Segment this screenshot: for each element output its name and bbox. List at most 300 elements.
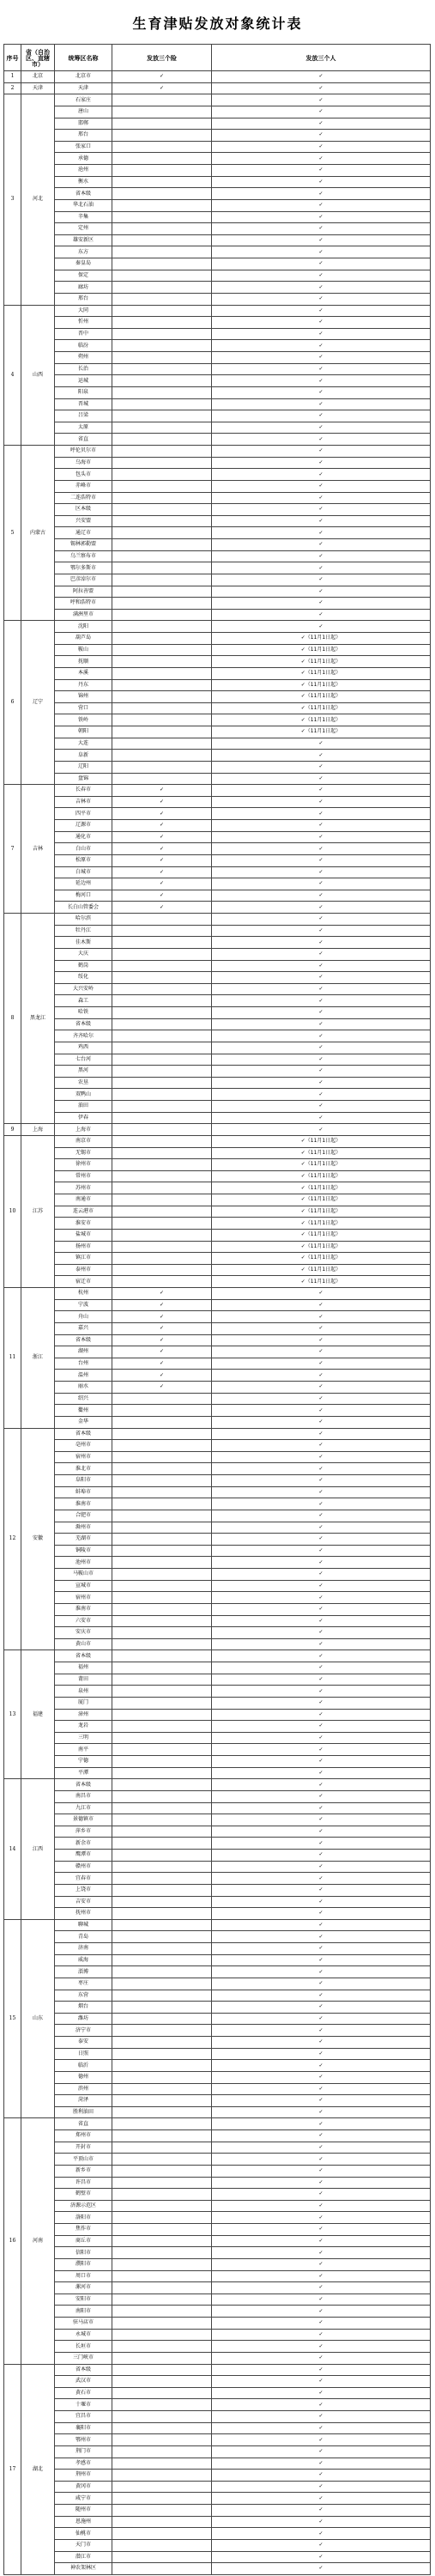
issue-each-cell: ✓ bbox=[212, 2060, 431, 2072]
issue-each-cell: ✓ bbox=[212, 234, 431, 246]
table-row bbox=[4, 2481, 431, 2493]
table-row bbox=[4, 1253, 431, 1265]
issue-each-cell: ✓ bbox=[212, 71, 431, 83]
issue-each-cell: ✓ bbox=[212, 480, 431, 492]
table-row bbox=[4, 2118, 431, 2130]
issue-three-cell bbox=[112, 2352, 212, 2364]
table-row bbox=[4, 1194, 431, 1206]
table-row bbox=[4, 1101, 431, 1113]
issue-each-cell: ✓ bbox=[212, 1990, 431, 2002]
issue-three-cell bbox=[112, 2083, 212, 2095]
district-name-cell: 巴彦淖尔市 bbox=[55, 574, 112, 586]
issue-three-cell bbox=[112, 165, 212, 177]
table-row bbox=[4, 2470, 431, 2482]
issue-each-cell: ✓ bbox=[212, 305, 431, 317]
issue-each-cell: ✓ bbox=[212, 176, 431, 188]
table-row bbox=[4, 937, 431, 949]
district-name-cell: 镇江市 bbox=[55, 1253, 112, 1265]
issue-each-cell: ✓ bbox=[212, 609, 431, 621]
issue-each-cell: ✓ bbox=[212, 831, 431, 843]
issue-three-cell bbox=[112, 1802, 212, 1814]
table-row bbox=[4, 2352, 431, 2364]
table-row bbox=[4, 340, 431, 352]
issue-each-cell: ✓ bbox=[212, 1534, 431, 1546]
issue-three-cell bbox=[112, 2539, 212, 2551]
district-name-cell: 满洲里市 bbox=[55, 609, 112, 621]
table-row bbox=[4, 1311, 431, 1323]
district-name-cell: 淮北市 bbox=[55, 1463, 112, 1475]
table-row bbox=[4, 2037, 431, 2049]
issue-three-cell bbox=[112, 2071, 212, 2083]
table-row bbox=[4, 1931, 431, 1943]
issue-three-cell bbox=[112, 1054, 212, 1066]
district-name-cell: 仙桃市 bbox=[55, 2528, 112, 2540]
table-row bbox=[4, 1919, 431, 1931]
district-name-cell: 亳州市 bbox=[55, 1440, 112, 1452]
table-row bbox=[4, 1650, 431, 1662]
issue-three-cell bbox=[112, 1790, 212, 1802]
province-name-cell: 辽宁 bbox=[21, 621, 55, 785]
table-row bbox=[4, 527, 431, 539]
table-row bbox=[4, 1814, 431, 1826]
district-name-cell: 宜昌市 bbox=[55, 2411, 112, 2423]
table-row bbox=[4, 808, 431, 820]
issue-three-cell bbox=[112, 960, 212, 972]
district-name-cell: 济源示范区 bbox=[55, 2200, 112, 2212]
table-row bbox=[4, 2060, 431, 2072]
table-row bbox=[4, 1850, 431, 1862]
table-row bbox=[4, 165, 431, 177]
table-row bbox=[4, 785, 431, 797]
issue-three-cell bbox=[112, 609, 212, 621]
table-row bbox=[4, 2306, 431, 2318]
district-name-cell: 厦门 bbox=[55, 1697, 112, 1709]
issue-three-cell bbox=[112, 2364, 212, 2376]
issue-each-cell: ✓ bbox=[212, 1721, 431, 1733]
table-row bbox=[4, 386, 431, 398]
issue-three-cell bbox=[112, 1896, 212, 1908]
issue-three-cell bbox=[112, 1721, 212, 1733]
issue-each-cell: ✓ bbox=[212, 1569, 431, 1581]
table-row bbox=[4, 211, 431, 223]
issue-three-cell bbox=[112, 2258, 212, 2270]
issue-three-cell bbox=[112, 2329, 212, 2341]
district-name-cell: 商丘市 bbox=[55, 2235, 112, 2247]
issue-three-cell bbox=[112, 1229, 212, 1241]
table-row bbox=[4, 1276, 431, 1288]
issue-each-cell: ✓ bbox=[212, 1440, 431, 1452]
district-name-cell: 福州 bbox=[55, 1662, 112, 1674]
issue-each-cell: ✓（11月1日起） bbox=[212, 1229, 431, 1241]
district-name-cell: 保定 bbox=[55, 270, 112, 282]
issue-each-cell: ✓ bbox=[212, 2329, 431, 2341]
issue-each-cell: ✓ bbox=[212, 960, 431, 972]
issue-three-cell bbox=[112, 621, 212, 633]
issue-each-cell: ✓ bbox=[212, 1334, 431, 1346]
issue-each-cell: ✓ bbox=[212, 141, 431, 153]
district-name-cell: 徐州市 bbox=[55, 1159, 112, 1171]
table-row bbox=[4, 141, 431, 153]
table-row bbox=[4, 1077, 431, 1089]
district-name-cell: 宿州市 bbox=[55, 1451, 112, 1463]
issue-three-cell bbox=[112, 2095, 212, 2107]
district-name-cell: 哈铁 bbox=[55, 1007, 112, 1019]
issue-each-cell: ✓ bbox=[212, 1475, 431, 1487]
issue-each-cell: ✓ bbox=[212, 1802, 431, 1814]
district-name-cell: 天门市 bbox=[55, 2539, 112, 2551]
issue-three-cell bbox=[112, 386, 212, 398]
issue-three-cell bbox=[112, 188, 212, 200]
issue-each-cell: ✓ bbox=[212, 2071, 431, 2083]
issue-three-cell bbox=[112, 340, 212, 352]
table-row bbox=[4, 750, 431, 762]
issue-each-cell: ✓ bbox=[212, 1042, 431, 1054]
table-row bbox=[4, 1428, 431, 1440]
table-row bbox=[4, 293, 431, 305]
table-row bbox=[4, 1405, 431, 1417]
issue-three-cell bbox=[112, 1405, 212, 1417]
table-row bbox=[4, 1475, 431, 1487]
district-name-cell: 平潭 bbox=[55, 1767, 112, 1779]
district-name-cell: 抚州市 bbox=[55, 1908, 112, 1920]
issue-each-cell: ✓ bbox=[212, 469, 431, 481]
table-row bbox=[4, 1908, 431, 1920]
district-name-cell: 辽源市 bbox=[55, 820, 112, 832]
issue-each-cell: ✓（11月1日起） bbox=[212, 1264, 431, 1276]
district-name-cell: 潜江市 bbox=[55, 2551, 112, 2563]
issue-three-cell bbox=[112, 1978, 212, 1990]
issue-each-cell: ✓（11月1日起） bbox=[212, 702, 431, 714]
issue-each-cell: ✓ bbox=[212, 1732, 431, 1744]
district-name-cell: 哈尔滨 bbox=[55, 914, 112, 926]
table-row bbox=[4, 1838, 431, 1850]
province-name-cell: 江苏 bbox=[21, 1135, 55, 1287]
issue-each-cell: ✓ bbox=[212, 2095, 431, 2107]
issue-each-cell: ✓ bbox=[212, 761, 431, 773]
issue-three-cell bbox=[112, 983, 212, 995]
province-index-cell: 9 bbox=[4, 1124, 21, 1136]
issue-each-cell: ✓ bbox=[212, 1066, 431, 1078]
issue-three-cell bbox=[112, 1954, 212, 1966]
district-name-cell: 鹤岗 bbox=[55, 960, 112, 972]
issue-each-cell: ✓ bbox=[212, 2048, 431, 2060]
table-row bbox=[4, 726, 431, 738]
table-row bbox=[4, 1135, 431, 1147]
issue-each-cell: ✓ bbox=[212, 995, 431, 1007]
table-row bbox=[4, 2505, 431, 2517]
province-index-cell: 11 bbox=[4, 1288, 21, 1429]
district-name-cell: 省本级 bbox=[55, 1650, 112, 1662]
issue-three-cell bbox=[112, 2270, 212, 2282]
issue-each-cell: ✓ bbox=[212, 270, 431, 282]
district-name-cell: 乌兰察布市 bbox=[55, 550, 112, 562]
table-row bbox=[4, 2551, 431, 2563]
district-name-cell: 十堰市 bbox=[55, 2399, 112, 2411]
table-row bbox=[4, 761, 431, 773]
district-name-cell: 铜陵市 bbox=[55, 1545, 112, 1557]
district-name-cell: 景德镇市 bbox=[55, 1814, 112, 1826]
issue-each-cell: ✓ bbox=[212, 282, 431, 294]
issue-each-cell: ✓ bbox=[212, 843, 431, 855]
issue-three-cell bbox=[112, 1522, 212, 1534]
issue-three-cell bbox=[112, 1218, 212, 1230]
issue-three-cell bbox=[112, 1510, 212, 1522]
issue-three-cell bbox=[112, 1206, 212, 1218]
table-row bbox=[4, 843, 431, 855]
district-name-cell: 森工 bbox=[55, 995, 112, 1007]
district-name-cell: 阿拉善盟 bbox=[55, 586, 112, 598]
issue-each-cell: ✓ bbox=[212, 1943, 431, 1955]
district-name-cell: 七台河 bbox=[55, 1054, 112, 1066]
table-row bbox=[4, 1182, 431, 1194]
issue-each-cell: ✓（11月1日起） bbox=[212, 1218, 431, 1230]
table-row bbox=[4, 972, 431, 984]
table-row bbox=[4, 1954, 431, 1966]
issue-each-cell: ✓ bbox=[212, 1931, 431, 1943]
issue-three-cell bbox=[112, 2470, 212, 2482]
issue-three-cell bbox=[112, 1884, 212, 1896]
issue-three-cell bbox=[112, 1744, 212, 1756]
district-name-cell: 咸宁市 bbox=[55, 2493, 112, 2505]
table-row bbox=[4, 2399, 431, 2411]
table-row bbox=[4, 2528, 431, 2540]
issue-three-cell bbox=[112, 738, 212, 750]
issue-each-cell: ✓ bbox=[212, 1686, 431, 1698]
district-name-cell: 聊城 bbox=[55, 1919, 112, 1931]
issue-three-cell bbox=[112, 1170, 212, 1182]
table-row bbox=[4, 866, 431, 878]
table-row bbox=[4, 2130, 431, 2142]
district-name-cell: 二连浩特市 bbox=[55, 492, 112, 504]
issue-each-cell: ✓ bbox=[212, 854, 431, 866]
table-row bbox=[4, 1884, 431, 1896]
issue-each-cell: ✓（11月1日起） bbox=[212, 1276, 431, 1288]
issue-three-cell bbox=[112, 492, 212, 504]
table-row bbox=[4, 2364, 431, 2376]
issue-each-cell: ✓（11月1日起） bbox=[212, 691, 431, 703]
issue-three-cell bbox=[112, 118, 212, 130]
issue-each-cell: ✓ bbox=[212, 2177, 431, 2189]
district-name-cell: 黄冈市 bbox=[55, 2481, 112, 2493]
table-row bbox=[4, 1615, 431, 1627]
issue-each-cell: ✓ bbox=[212, 2376, 431, 2388]
table-row bbox=[4, 2293, 431, 2306]
issue-three-cell bbox=[112, 644, 212, 656]
table-row bbox=[4, 1382, 431, 1394]
table-row bbox=[4, 398, 431, 410]
issue-three-cell bbox=[112, 2318, 212, 2330]
table-row bbox=[4, 1861, 431, 1873]
table-row bbox=[4, 106, 431, 118]
district-name-cell: 白山市 bbox=[55, 843, 112, 855]
issue-three-cell bbox=[112, 1101, 212, 1113]
issue-three-cell bbox=[112, 1838, 212, 1850]
district-name-cell: 晋城 bbox=[55, 398, 112, 410]
table-row bbox=[4, 1790, 431, 1802]
table-row bbox=[4, 902, 431, 914]
issue-each-cell: ✓（11月1日起） bbox=[212, 1147, 431, 1159]
district-name-cell: 白城市 bbox=[55, 866, 112, 878]
table-row bbox=[4, 1522, 431, 1534]
table-row bbox=[4, 2411, 431, 2423]
table-row bbox=[4, 820, 431, 832]
issue-each-cell: ✓（11月1日起） bbox=[212, 1182, 431, 1194]
issue-each-cell: ✓ bbox=[212, 246, 431, 258]
issue-three-cell bbox=[112, 141, 212, 153]
issue-three-cell bbox=[112, 2189, 212, 2201]
issue-each-cell: ✓ bbox=[212, 1428, 431, 1440]
issue-three-cell bbox=[112, 375, 212, 387]
issue-three-cell: ✓ bbox=[112, 866, 212, 878]
issue-three-cell: ✓ bbox=[112, 890, 212, 902]
issue-three-cell bbox=[112, 539, 212, 551]
district-name-cell: 焦作市 bbox=[55, 2224, 112, 2236]
district-name-cell: 吉安市 bbox=[55, 1896, 112, 1908]
district-name-cell: 蚌埠市 bbox=[55, 1486, 112, 1498]
issue-three-cell bbox=[112, 398, 212, 410]
district-name-cell: 安阳市 bbox=[55, 2293, 112, 2306]
issue-three-cell bbox=[112, 1861, 212, 1873]
district-name-cell: 济南 bbox=[55, 1943, 112, 1955]
district-name-cell: 赤峰市 bbox=[55, 480, 112, 492]
issue-three-cell bbox=[112, 2282, 212, 2294]
issue-each-cell: ✓ bbox=[212, 375, 431, 387]
district-name-cell: 枣庄 bbox=[55, 1978, 112, 1990]
issue-three-cell bbox=[112, 1545, 212, 1557]
issue-each-cell: ✓ bbox=[212, 1850, 431, 1862]
issue-each-cell: ✓ bbox=[212, 2106, 431, 2118]
issue-three-cell bbox=[112, 1475, 212, 1487]
issue-three-cell bbox=[112, 1440, 212, 1452]
district-name-cell: 宁波 bbox=[55, 1299, 112, 1311]
table-row bbox=[4, 1066, 431, 1078]
issue-three-cell bbox=[112, 515, 212, 527]
issue-three-cell: ✓ bbox=[112, 843, 212, 855]
table-row bbox=[4, 1393, 431, 1405]
issue-each-cell: ✓ bbox=[212, 1557, 431, 1569]
table-row bbox=[4, 1709, 431, 1721]
table-row bbox=[4, 1089, 431, 1101]
issue-three-cell bbox=[112, 2293, 212, 2306]
issue-each-cell: ✓ bbox=[212, 1510, 431, 1522]
table-row bbox=[4, 1007, 431, 1019]
issue-each-cell: ✓ bbox=[212, 1744, 431, 1756]
district-name-cell: 绥化 bbox=[55, 972, 112, 984]
issue-each-cell: ✓ bbox=[212, 352, 431, 364]
district-name-cell: 忻州 bbox=[55, 317, 112, 329]
issue-each-cell: ✓ bbox=[212, 1779, 431, 1791]
district-name-cell: 省直 bbox=[55, 2118, 112, 2130]
issue-three-cell bbox=[112, 1966, 212, 1978]
table-row bbox=[4, 2177, 431, 2189]
issue-three-cell bbox=[112, 1709, 212, 1721]
issue-three-cell bbox=[112, 1814, 212, 1826]
table-row bbox=[4, 1638, 431, 1650]
table-row bbox=[4, 1510, 431, 1522]
district-name-cell: 九江市 bbox=[55, 1802, 112, 1814]
district-name-cell: 孝感市 bbox=[55, 2458, 112, 2470]
issue-three-cell bbox=[112, 2037, 212, 2049]
district-name-cell: 双鸭山 bbox=[55, 1089, 112, 1101]
issue-each-cell: ✓ bbox=[212, 1896, 431, 1908]
issue-each-cell: ✓ bbox=[212, 1382, 431, 1394]
issue-three-cell bbox=[112, 153, 212, 165]
issue-three-cell bbox=[112, 937, 212, 949]
issue-each-cell: ✓ bbox=[212, 165, 431, 177]
district-name-cell: 鸡西 bbox=[55, 1042, 112, 1054]
table-row bbox=[4, 2048, 431, 2060]
district-name-cell: 连云港市 bbox=[55, 1206, 112, 1218]
district-name-cell: 省本级 bbox=[55, 1428, 112, 1440]
table-row bbox=[4, 854, 431, 866]
table-row bbox=[4, 1732, 431, 1744]
district-name-cell: 池州市 bbox=[55, 1557, 112, 1569]
table-row bbox=[4, 328, 431, 340]
district-name-cell: 南通市 bbox=[55, 1194, 112, 1206]
table-row bbox=[4, 94, 431, 106]
issue-three-cell bbox=[112, 2445, 212, 2458]
issue-three-cell: ✓ bbox=[112, 820, 212, 832]
issue-three-cell bbox=[112, 410, 212, 422]
district-name-cell: 漯河市 bbox=[55, 2282, 112, 2294]
issue-three-cell bbox=[112, 2106, 212, 2118]
issue-three-cell bbox=[112, 726, 212, 738]
table-row bbox=[4, 1569, 431, 1581]
issue-each-cell: ✓（11月1日起） bbox=[212, 1170, 431, 1182]
table-row bbox=[4, 363, 431, 375]
district-name-cell: 张家口 bbox=[55, 141, 112, 153]
issue-three-cell bbox=[112, 1732, 212, 1744]
table-row bbox=[4, 1451, 431, 1463]
issue-each-cell: ✓（11月1日起） bbox=[212, 714, 431, 726]
province-name-cell: 山东 bbox=[21, 1919, 55, 2118]
issue-each-cell: ✓ bbox=[212, 446, 431, 458]
province-index-cell: 16 bbox=[4, 2118, 21, 2364]
header-issue-three: 发放三个险 bbox=[112, 45, 212, 71]
issue-three-cell bbox=[112, 550, 212, 562]
issue-each-cell: ✓ bbox=[212, 363, 431, 375]
table-row bbox=[4, 457, 431, 469]
issue-three-cell bbox=[112, 2376, 212, 2388]
issue-each-cell: ✓ bbox=[212, 1299, 431, 1311]
table-row bbox=[4, 1147, 431, 1159]
issue-three-cell bbox=[112, 1615, 212, 1627]
district-name-cell: 青岛 bbox=[55, 1931, 112, 1943]
issue-three-cell bbox=[112, 469, 212, 481]
district-name-cell: 临汾 bbox=[55, 340, 112, 352]
province-name-cell: 福建 bbox=[21, 1650, 55, 1779]
issue-each-cell: ✓ bbox=[212, 2505, 431, 2517]
province-name-cell: 安徽 bbox=[21, 1428, 55, 1650]
district-name-cell: 荆州市 bbox=[55, 2470, 112, 2482]
table-row bbox=[4, 773, 431, 785]
issue-three-cell bbox=[112, 1077, 212, 1089]
issue-each-cell: ✓（11月1日起） bbox=[212, 1241, 431, 1253]
table-row bbox=[4, 2434, 431, 2446]
issue-three-cell: ✓ bbox=[112, 1382, 212, 1394]
issue-three-cell bbox=[112, 2002, 212, 2014]
issue-three-cell bbox=[112, 1393, 212, 1405]
issue-each-cell: ✓ bbox=[212, 586, 431, 598]
issue-each-cell: ✓ bbox=[212, 937, 431, 949]
district-name-cell: 省本级 bbox=[55, 188, 112, 200]
issue-three-cell bbox=[112, 434, 212, 446]
issue-three-cell bbox=[112, 1638, 212, 1650]
district-name-cell: 衢州 bbox=[55, 1405, 112, 1417]
issue-three-cell: ✓ bbox=[112, 1346, 212, 1358]
issue-each-cell: ✓ bbox=[212, 972, 431, 984]
issue-three-cell bbox=[112, 1159, 212, 1171]
